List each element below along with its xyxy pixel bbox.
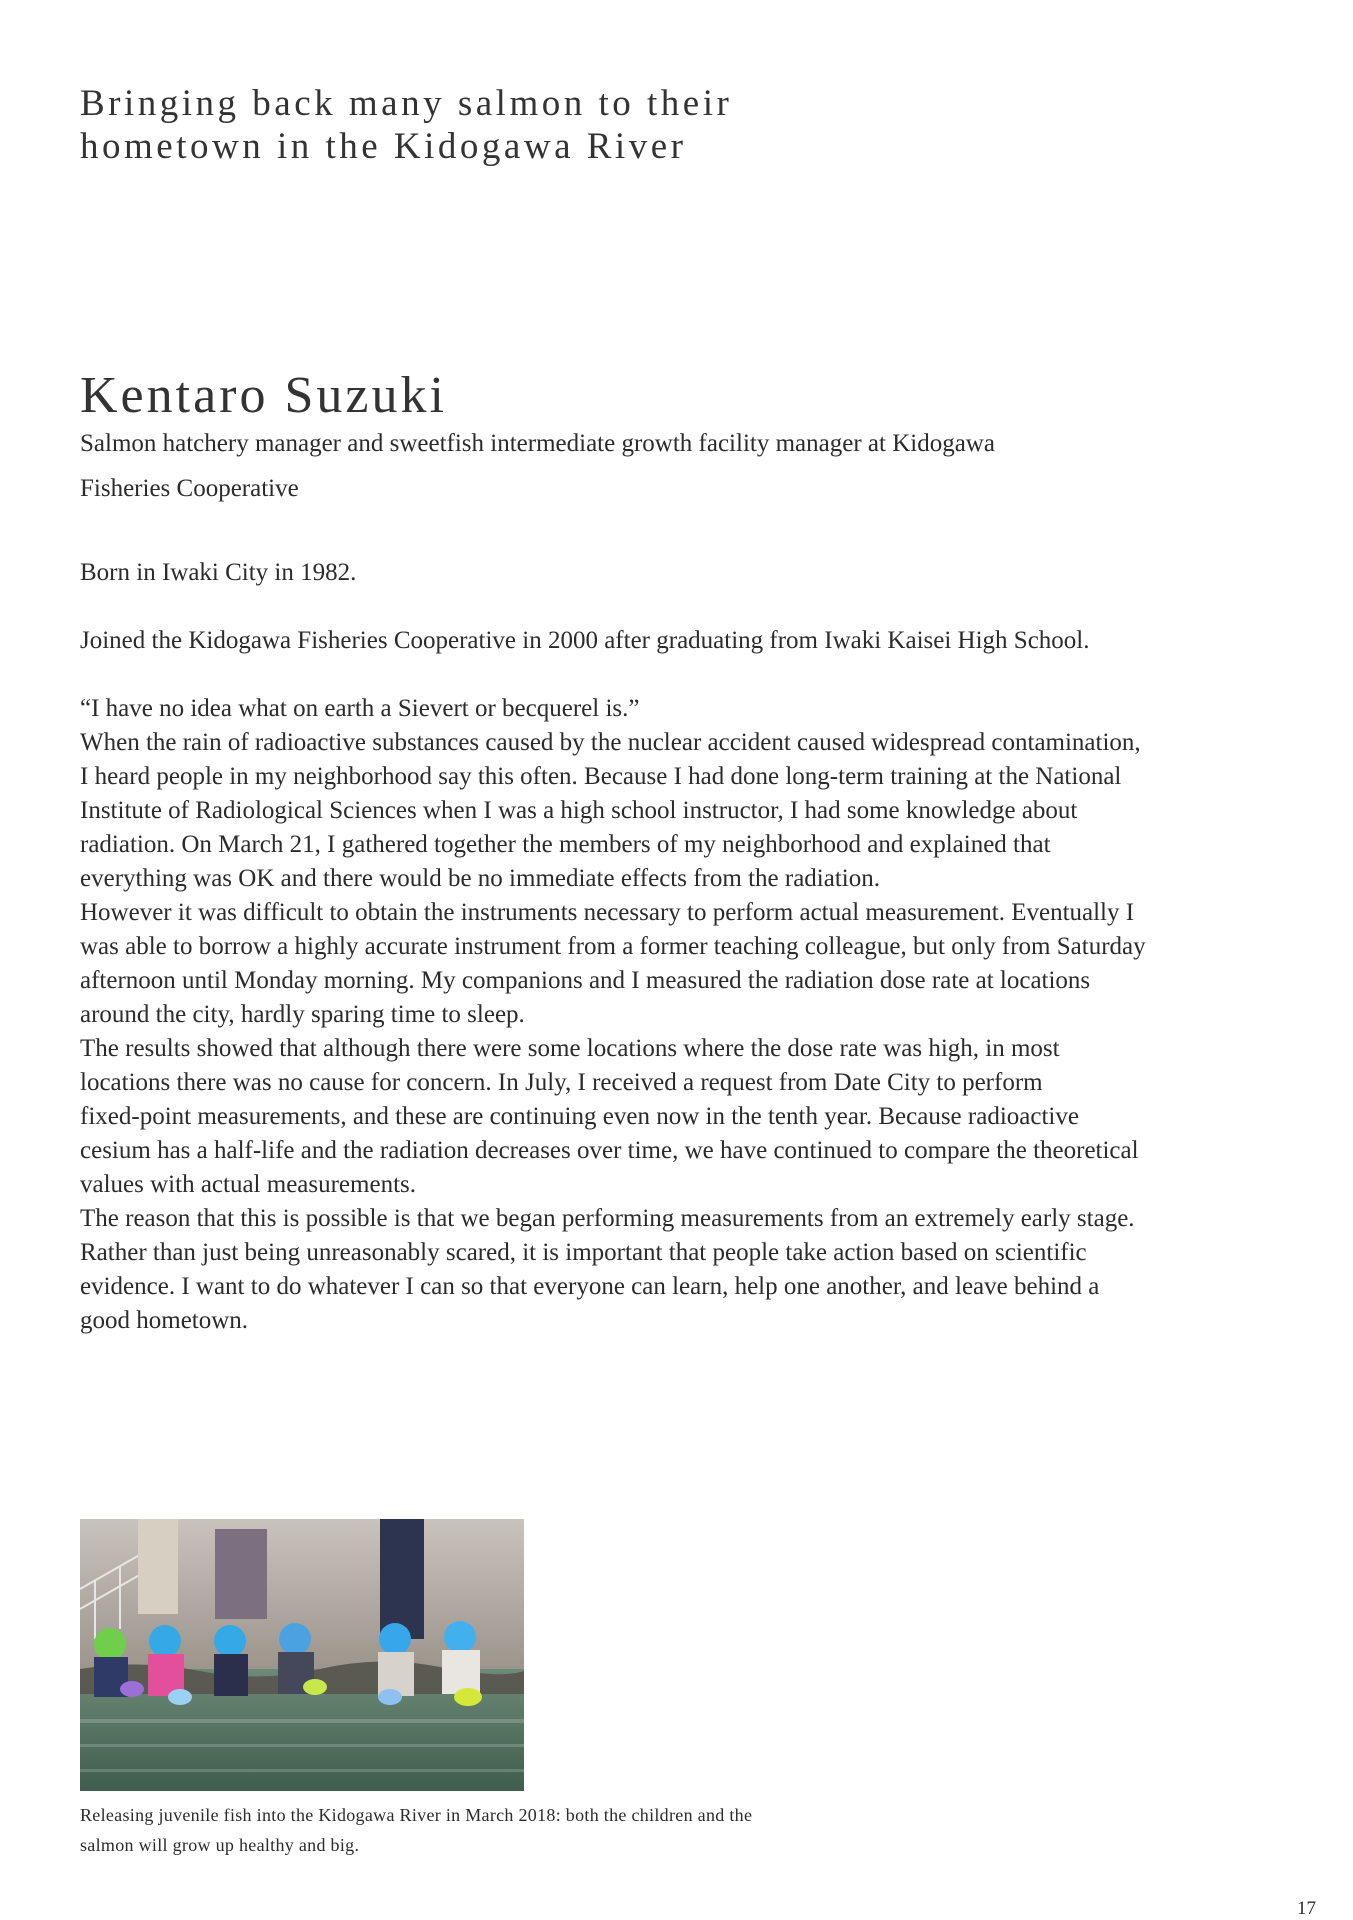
- bio-line: around the city, hardly sparing time to sleep.: [80, 1001, 525, 1028]
- photo-illustration: [80, 1519, 524, 1791]
- bio-line: The results showed that although there were some locations where the dose rate was high, in most: [80, 1035, 1060, 1062]
- bio-line: I heard people in my neighborhood say this often. Because I had done long-term training at the National: [80, 763, 1122, 790]
- bio-line: The reason that this is possible is that we began performing measurements from an extremely early stage.: [80, 1205, 1135, 1232]
- bio-joined: Joined the Kidogawa Fisheries Cooperative in 2000 after graduating from Iwaki Kaisei High School.: [80, 627, 1090, 654]
- headline-line-2: hometown in the Kidogawa River: [80, 126, 687, 167]
- river-release-photo: [80, 1519, 524, 1791]
- bio-line: good hometown.: [80, 1307, 249, 1334]
- biography: [80, 556, 1240, 1338]
- photo-caption: [80, 1800, 860, 1860]
- bio-line: everything was OK and there would be no immediate effects from the radiation.: [80, 865, 880, 892]
- role-line-2: Fisheries Cooperative: [80, 475, 299, 502]
- bio-line: Rather than just being unreasonably scared, it is important that people take action based on scientific: [80, 1239, 1087, 1266]
- bio-line: cesium has a half-life and the radiation decreases over time, we have continued to compare the theoretical: [80, 1137, 1139, 1164]
- bio-line: evidence. I want to do whatever I can so that everyone can learn, help one another, and leave behind a: [80, 1273, 1100, 1300]
- bio-line: When the rain of radioactive substances caused by the nuclear accident caused widespread contamination,: [80, 729, 1141, 756]
- role-line-1: Salmon hatchery manager and sweetfish intermediate growth facility manager at Kidogawa: [80, 430, 995, 457]
- article-headline: [80, 82, 840, 168]
- bio-line: afternoon until Monday morning. My companions and I measured the radiation dose rate at locations: [80, 967, 1091, 994]
- bio-line: However it was difficult to obtain the instruments necessary to perform actual measurement. Eventually I: [80, 899, 1135, 926]
- caption-line-2: salmon will grow up healthy and big.: [80, 1835, 360, 1855]
- bio-line: values with actual measurements.: [80, 1171, 416, 1198]
- person-name: Kentaro Suzuki: [80, 367, 447, 424]
- bio-line: radiation. On March 21, I gathered together the members of my neighborhood and explained that: [80, 831, 1051, 858]
- bio-line: locations there was no cause for concern. In July, I received a request from Date City to perform: [80, 1069, 1043, 1096]
- bio-line: was able to borrow a highly accurate instrument from a former teaching colleague, but only from Saturday: [80, 933, 1146, 960]
- bio-born: Born in Iwaki City in 1982.: [80, 559, 357, 586]
- bio-line: Institute of Radiological Sciences when I was a high school instructor, I had some knowledge about: [80, 797, 1078, 824]
- bio-line: fixed-point measurements, and these are continuing even now in the tenth year. Because radioactive: [80, 1103, 1079, 1130]
- person-role: [80, 421, 1080, 511]
- bio-line: “I have no idea what on earth a Sievert or becquerel is.”: [80, 695, 640, 722]
- headline-line-1: Bringing back many salmon to their: [80, 83, 733, 124]
- page-number: 17: [1297, 1898, 1316, 1919]
- caption-line-1: Releasing juvenile fish into the Kidogawa River in March 2018: both the children and the: [80, 1805, 753, 1825]
